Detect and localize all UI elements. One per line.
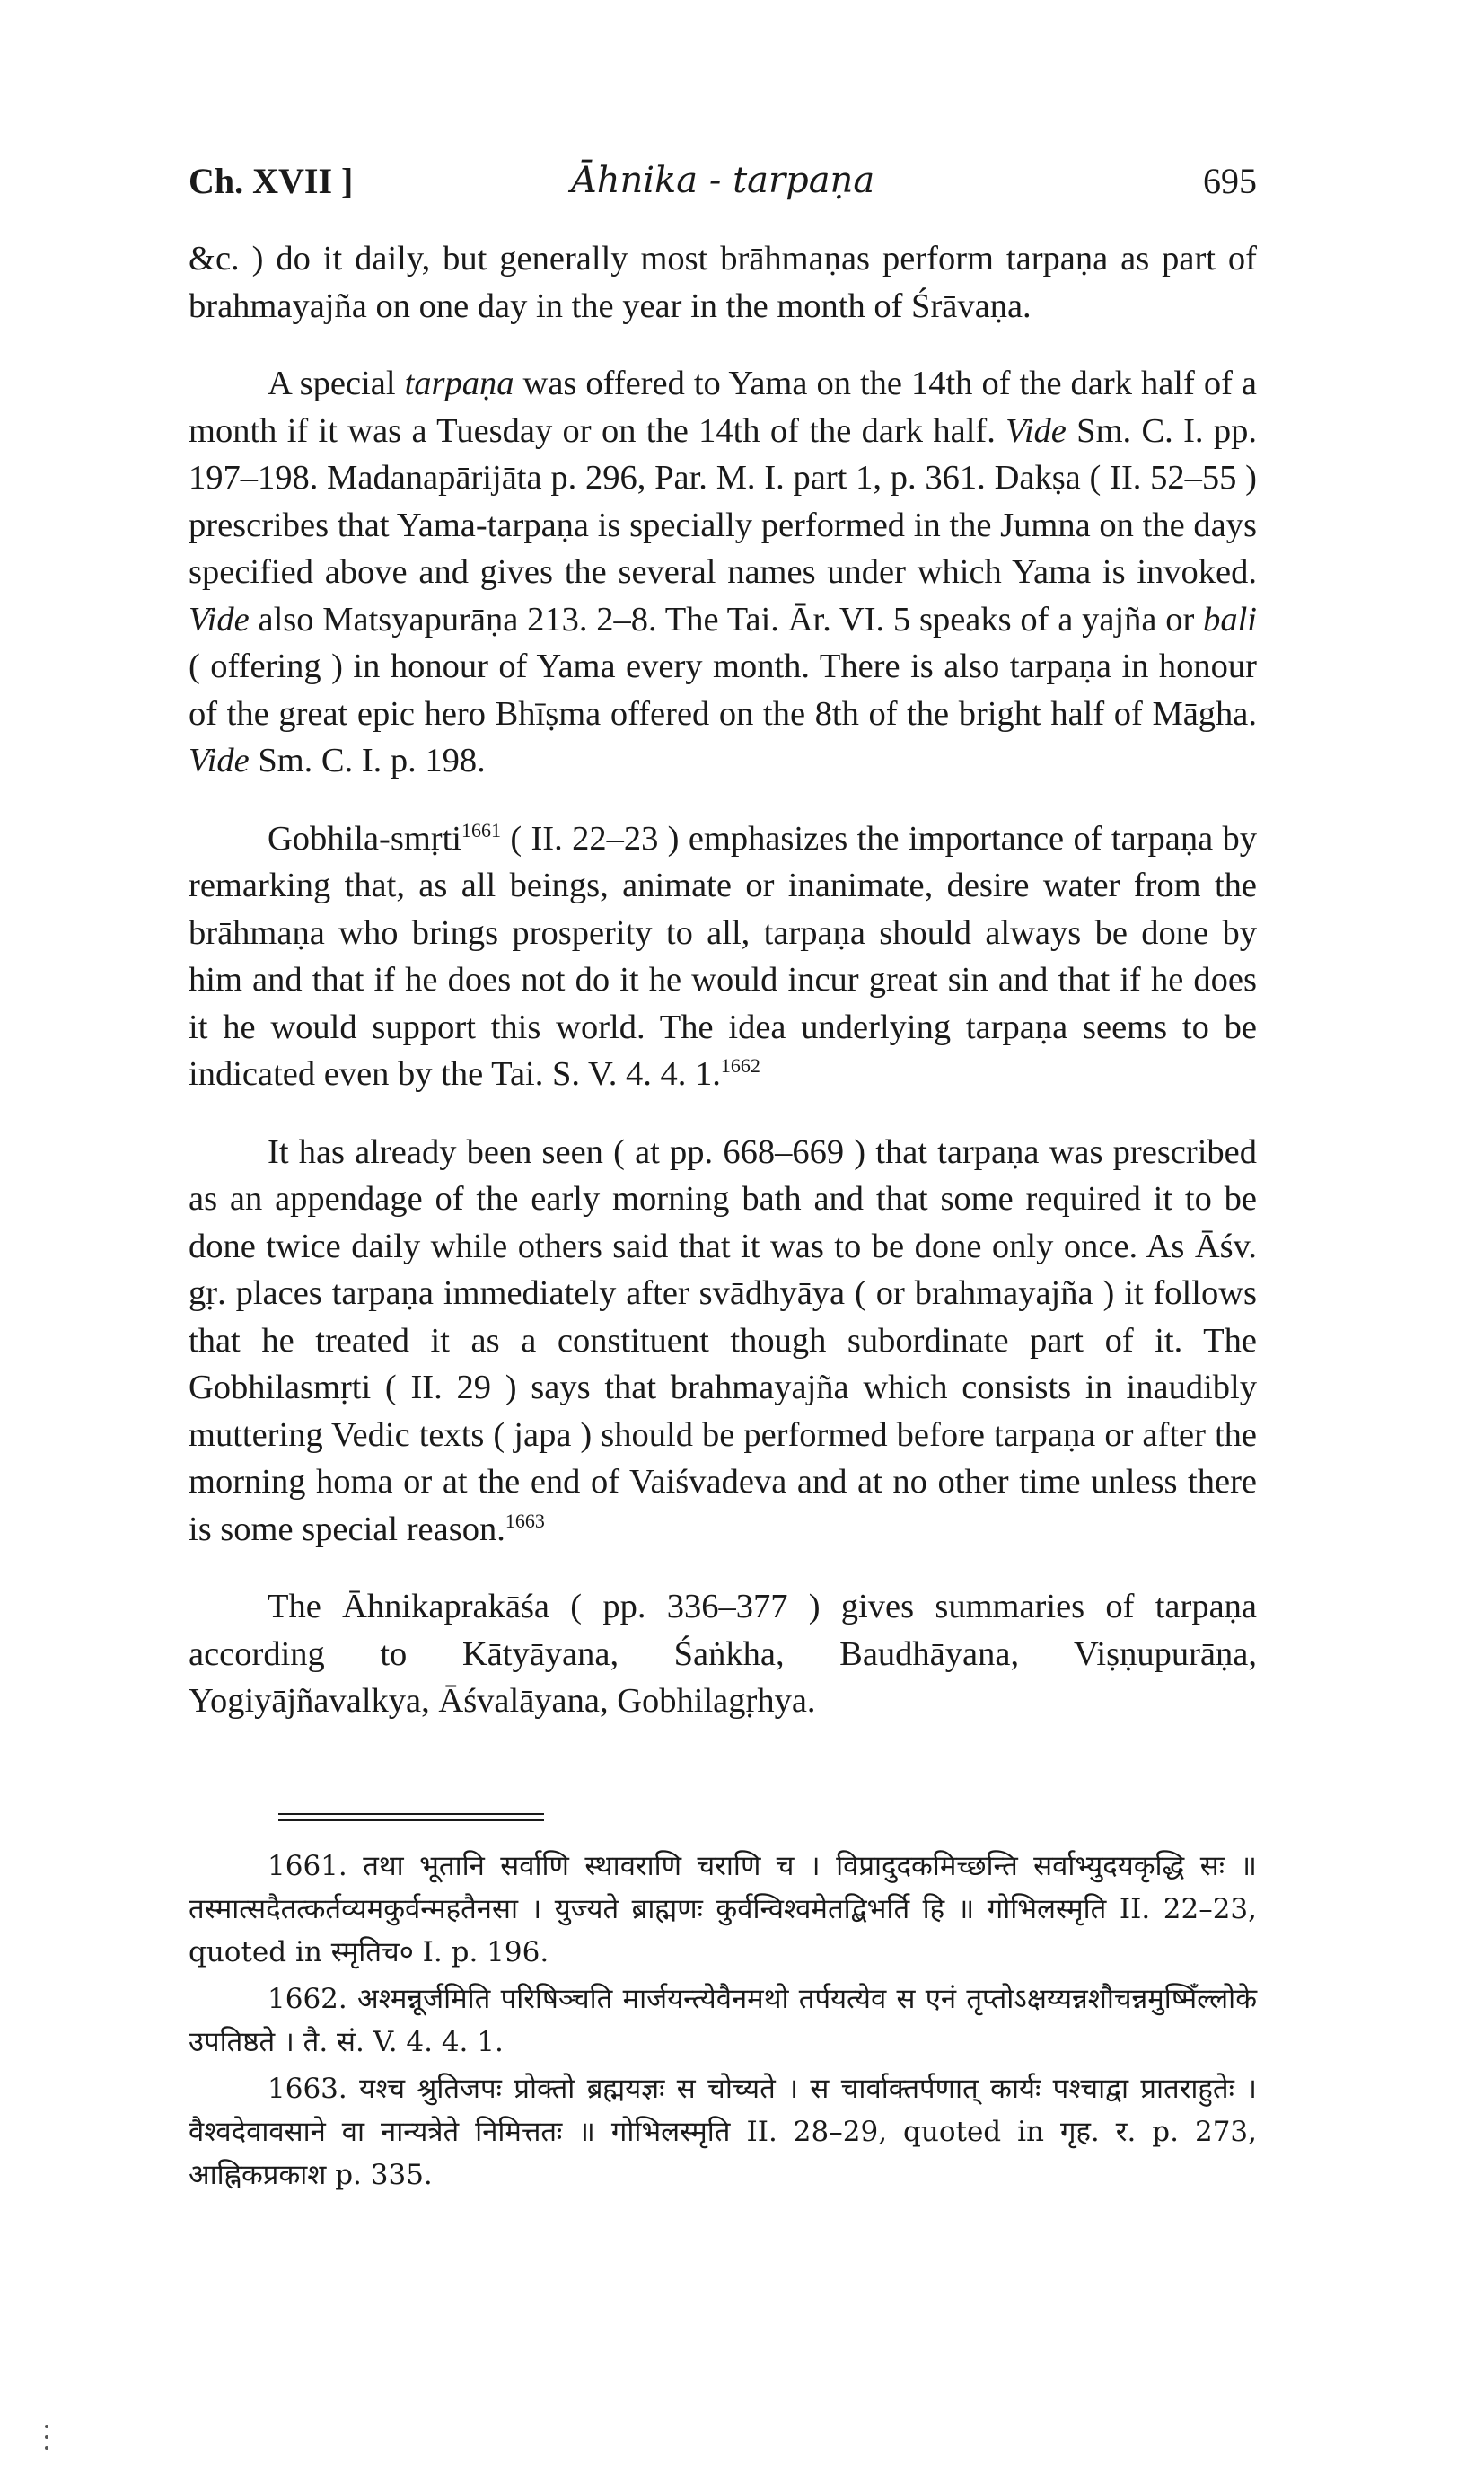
main-text [189, 235, 1257, 1725]
text-run: Gobhila-smṛti [268, 819, 461, 858]
text-run: It has already been seen ( at pp. 668–669 ) that tarpaṇa was prescribed as an appendage of the early morning bath and that some required it to be done twice daily while others said that it was to be done only once. As Āśv. gṛ. places tarpaṇa immediately after svādhyāya ( or brahmayajña ) it follows that he treated it as a constituent though subordinate part of it. The Gobhilasmṛti ( II. 29 ) says that brahmayajña which consists in inaudibly muttering Vedic texts ( japa ) should be performed before tarpaṇa or after the morning homa or at the end of Vaiśvadeva and at no other time unless there is some special reason. [189, 1132, 1257, 1548]
italic-term: tarpaṇa [404, 365, 514, 402]
scan-speck [45, 2425, 48, 2428]
text-run: ( offering ) in honour of Yama every month. There is also tarpaṇa in honour of the great epic hero Bhīṣma offered on the 8th of the bright half of Māgha. [189, 647, 1257, 733]
paragraph [189, 235, 1257, 330]
italic-term: Vide [189, 600, 250, 638]
text-run: ( II. 22–23 ) emphasizes the importance of tarpaṇa by remarking that, as all beings, animate or inanimate, desire water from the brāhmaṇa who brings prosperity to all, tarpaṇa should always be done by him and that if he does not do it he would incur great sin and that if he does it he would support this world. The idea underlying tarpaṇa seems to be indicated even by the Tai. S. V. 4. 4. 1. [189, 819, 1257, 1093]
italic-term: bali [1203, 600, 1257, 638]
running-header [189, 160, 1257, 214]
text-run: was offered to Yama on the 14th of the dark half of a month if it was a Tuesday or on the 14th of the dark half. [189, 365, 1257, 450]
footnote-1662: 1662. अश्मन्नूर्जमिति परिषिञ्चति मार्जयन्त्येवैनमथो तर्पयत्येव स एनं तृप्तोऽक्षय्यन्नशौचन्नमुष्मिँल्लोके उपतिष्ठते । तै. सं. V. 4. 4. 1. [189, 1983, 1257, 2058]
page-number: 695 [1203, 161, 1257, 201]
text-run: also Matsyapurāṇa 213. 2–8. The Tai. Ār. VI. 5 speaks of a yajña or [249, 600, 1204, 638]
text-run: Sm. C. I. pp. 197–198. Madanapārijāta p. 296, Par. M. I. part 1, p. 361. Dakṣa ( II. 52–55 ) prescribes that Yama-tarpaṇa is specially performed in the Jumna on the days specified above and gives the several names under which Yama is invoked. [189, 411, 1257, 591]
footnotes [189, 1845, 1257, 2200]
italic-term: Vide [1005, 411, 1067, 450]
text-run: A special [268, 365, 405, 402]
text-run: Sm. C. I. p. 198. [249, 742, 486, 779]
footnote-ref[interactable]: 1663 [505, 1509, 545, 1532]
scan-speck [45, 2446, 48, 2450]
footnote-divider [278, 1813, 544, 1815]
footnote-divider [278, 1819, 544, 1821]
paragraph [189, 815, 1257, 1098]
footnote-1663: 1663. यश्च श्रुतिजपः प्रोक्तो ब्रह्मयज्ञः स चोच्यते । स चार्वाक्तर्पणात् कार्यः पश्चाद्वा प्रातराहुतेः । वैश्वदेवावसाने वा नान्यत्रेते निमित्ततः ॥ गोभिलस्मृति II. 28–29, quoted in गृह. र. p. 273, आह्निकप्रकाश p. 335. [189, 2073, 1257, 2191]
paragraph [189, 1129, 1257, 1554]
footnote-1661: 1661. तथा भूतानि सर्वाणि स्थावराणि चराणि च । विप्रादुदकमिच्छन्ति सर्वाभ्युदयकृद्धि सः ॥ तस्मात्सदैतत्कर्तव्यमकुर्वन्महतैनसा । युज्यते ब्राह्मणः कुर्वन्विश्वमेतद्बिभर्ति हि ॥ गोभिलस्मृति II. 22–23, quoted in स्मृतिच० I. p. 196. [189, 1850, 1257, 1968]
paragraph [189, 360, 1257, 785]
running-title: Āhnika - tarpaṇa [570, 160, 875, 201]
scan-speck [45, 2435, 48, 2439]
footnote-ref[interactable]: 1661 [461, 818, 501, 841]
paragraph-text: &c. ) do it daily, but generally most brāhmaṇas perform tarpaṇa as part of brahmayajña on one day in the year in the month of Śrāvaṇa. [189, 240, 1257, 325]
footnote-ref[interactable]: 1662 [720, 1054, 760, 1078]
paragraph [189, 1583, 1257, 1725]
italic-term: Vide [189, 742, 250, 779]
paragraph-text: The Āhnikaprakāśa ( pp. 336–377 ) gives summaries of tarpaṇa according to Kātyāyana, Śaṅkha, Baudhāyana, Viṣṇupurāṇa, Yogiyājñavalkya, Āśvalāyana, Gobhilagṛhya. [189, 1588, 1257, 1720]
chapter-label: Ch. XVII ] [189, 161, 354, 201]
